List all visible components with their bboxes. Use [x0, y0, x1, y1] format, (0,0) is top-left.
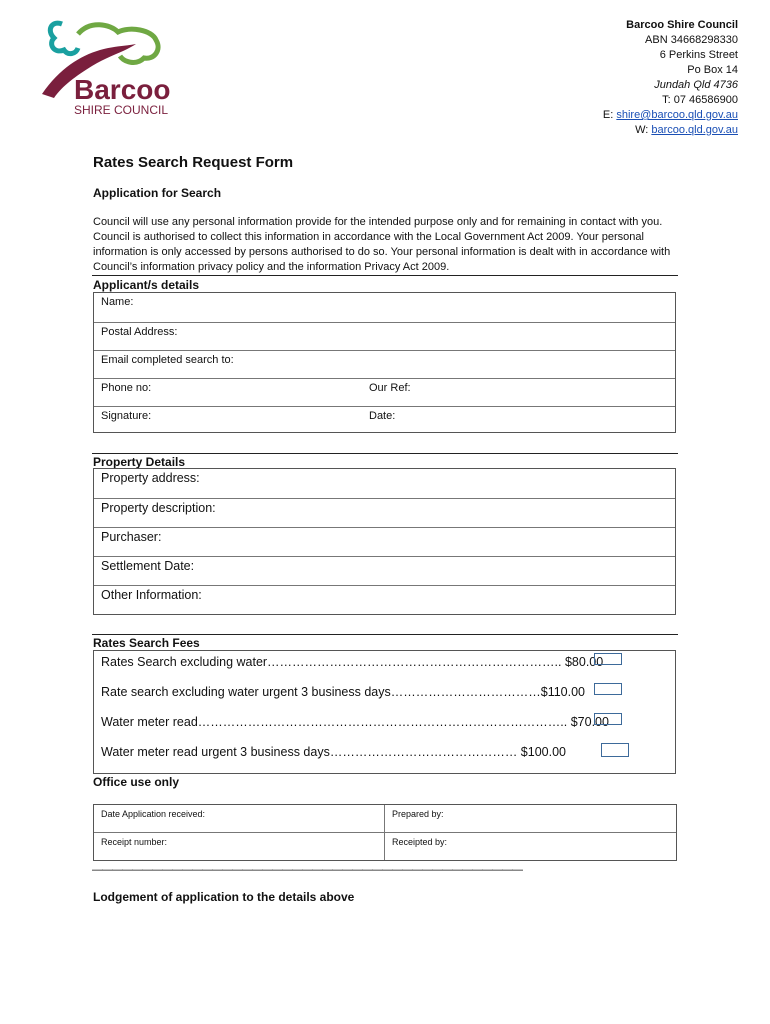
fee-item: Rates Search excluding water…………………………………………………………….. $80.00	[101, 655, 604, 669]
form-subtitle: Application for Search	[93, 186, 222, 200]
email-prefix: E:	[602, 109, 617, 121]
fees-box	[93, 650, 676, 774]
fee-checkbox[interactable]	[601, 743, 629, 757]
purchaser-label: Purchaser:	[101, 530, 162, 544]
office-box	[93, 804, 677, 861]
privacy-statement: Council will use any personal information provide for the intended purpose only and for remaining in contact with you. Council is authorised to collect this information in accordance with the Local Government Act 2009. Your personal information is only accessed by persons authorised to do so. Your personal information is dealt with in accordance with Council’s information privacy policy and the information Privacy Act 2009.	[93, 216, 671, 273]
office-row	[94, 805, 676, 833]
logo-brand-sub: SHIRE COUNCIL	[74, 103, 169, 117]
property-address-label: Property address:	[101, 471, 200, 485]
property-heading: Property Details	[93, 455, 186, 469]
phone-label: Phone no:	[101, 382, 152, 394]
signature-date-row[interactable]	[94, 407, 675, 432]
phone: T: 07 46586900	[662, 94, 738, 106]
property-description-field[interactable]	[94, 499, 675, 528]
signature-label: Signature:	[101, 410, 152, 422]
abn: ABN 34668298330	[645, 34, 738, 46]
web-prefix: W:	[635, 124, 652, 136]
applicant-box	[93, 292, 676, 433]
form-title: Rates Search Request Form	[93, 154, 294, 171]
prepared-by-label: Prepared by:	[392, 809, 444, 819]
date-received-field[interactable]	[94, 805, 385, 832]
receipt-number-field[interactable]	[94, 833, 385, 860]
settlement-date-field[interactable]	[94, 557, 675, 586]
divider	[92, 453, 678, 454]
fee-item: Water meter read urgent 3 business days……………………………………… $100.00	[101, 745, 566, 759]
contact-block	[603, 18, 738, 138]
office-row	[94, 833, 676, 860]
logo-brand-name: Barcoo	[74, 74, 171, 105]
property-box	[93, 468, 676, 615]
phone-ref-row[interactable]	[94, 379, 675, 407]
po-box: Po Box 14	[687, 64, 738, 76]
fee-checkbox[interactable]	[594, 713, 622, 725]
receipted-by-label: Receipted by:	[392, 837, 448, 847]
receipt-number-label: Receipt number:	[101, 837, 168, 847]
web-line	[603, 123, 738, 138]
other-label: Other Information:	[101, 588, 202, 602]
office-heading: Office use only	[93, 775, 180, 789]
purchaser-field[interactable]	[94, 528, 675, 557]
postal-address-field[interactable]	[94, 323, 675, 351]
email-field[interactable]	[94, 351, 675, 379]
prepared-by-field[interactable]	[385, 805, 676, 832]
date-received-label: Date Application received:	[101, 809, 206, 819]
name-label: Name:	[101, 296, 134, 308]
settlement-label: Settlement Date:	[101, 559, 195, 573]
divider	[92, 275, 678, 276]
email-label: Email completed search to:	[101, 354, 234, 366]
receipted-by-field[interactable]	[385, 833, 676, 860]
street-address: 6 Perkins Street	[659, 49, 738, 61]
email-link[interactable]: shire@barcoo.qld.gov.au	[616, 109, 738, 121]
property-address-field[interactable]	[94, 469, 675, 499]
divider	[92, 634, 678, 635]
applicant-heading: Applicant/s details	[93, 278, 200, 292]
other-information-field[interactable]	[94, 586, 675, 614]
council-name: Barcoo Shire Council	[626, 19, 738, 31]
fees-heading: Rates Search Fees	[93, 636, 200, 650]
dash-separator: ———————————————————————————————————————————	[92, 864, 522, 876]
council-logo	[40, 16, 190, 121]
fee-item: Water meter read…………………………………………………………………………….. $70.00	[101, 715, 609, 729]
postal-label: Postal Address:	[101, 326, 178, 338]
tree-logo-icon	[40, 16, 190, 121]
town: Jundah Qld 4736	[654, 79, 738, 91]
lodgement-note: Lodgement of application to the details above	[93, 890, 355, 904]
email-line	[603, 108, 738, 123]
fee-item: Rate search excluding water urgent 3 business days………………………………$110.00	[101, 685, 586, 699]
fee-checkbox[interactable]	[594, 653, 622, 665]
property-description-label: Property description:	[101, 501, 216, 515]
our-ref-label: Our Ref:	[369, 382, 411, 394]
web-link[interactable]: barcoo.qld.gov.au	[651, 124, 738, 136]
fee-checkbox[interactable]	[594, 683, 622, 695]
date-label: Date:	[369, 410, 396, 422]
name-field[interactable]	[94, 293, 675, 323]
